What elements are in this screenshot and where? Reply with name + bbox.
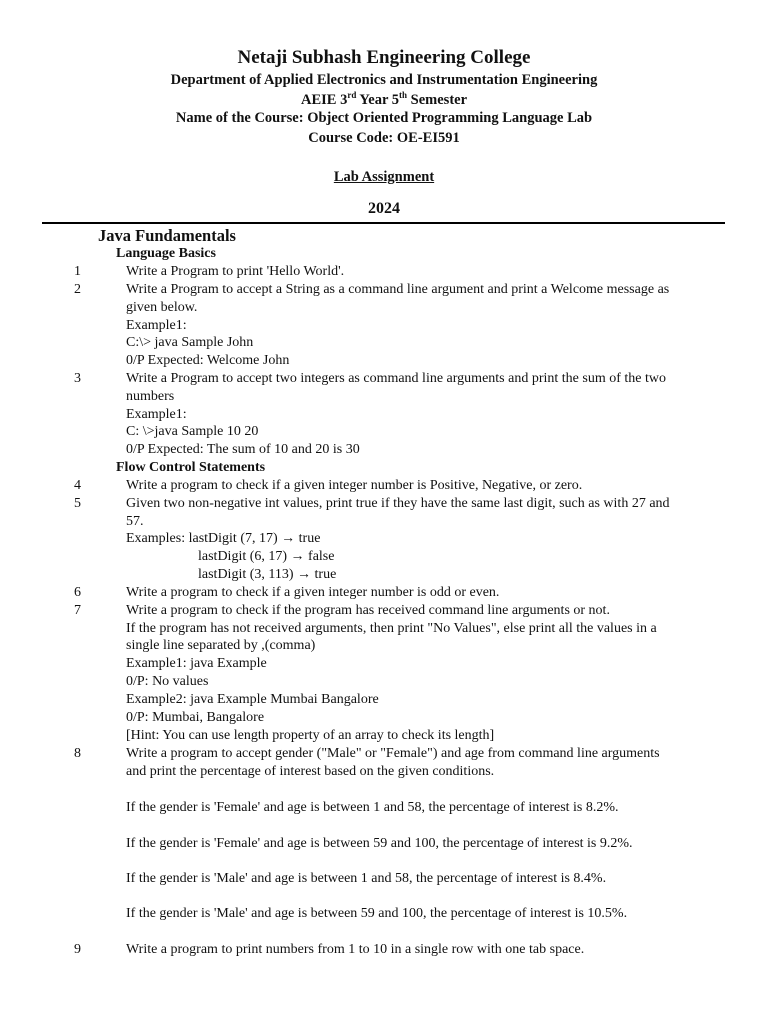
question-text: Example1: java Example xyxy=(126,656,267,671)
question-text: Example2: java Example Mumbai Bangalore xyxy=(126,692,379,707)
question-text: Write a program to print numbers from 1 to 10 in a single row with one tab space. xyxy=(126,942,585,957)
question-text: If the gender is 'Male' and age is between 1 and 58, the percentage of interest is 8.4%. xyxy=(126,871,607,886)
question-text: and print the percentage of interest based on the given conditions. xyxy=(126,764,495,779)
question-number: 1 xyxy=(74,264,81,279)
question-text: Write a Program to accept a String as a command line argument and print a Welcome message as xyxy=(126,282,670,297)
course-year-prefix: AEIE 3 xyxy=(300,92,348,108)
question-number: 6 xyxy=(74,585,81,600)
question-number: 5 xyxy=(74,496,81,511)
course-name: Name of the Course: Object Oriented Programming Language Lab xyxy=(175,110,593,126)
section-title: Java Fundamentals xyxy=(98,226,236,245)
year-heading: 2024 xyxy=(368,200,400,217)
question-text: Write a program to check if the program has received command line arguments or not. xyxy=(126,603,610,618)
question-text: C: \>java Sample 10 20 xyxy=(126,424,259,439)
question-number: 9 xyxy=(74,942,81,957)
question-number: 4 xyxy=(74,478,81,493)
question-text: If the gender is 'Female' and age is between 59 and 100, the percentage of interest is 9.2%. xyxy=(126,836,633,851)
question-text: C:\> java Sample John xyxy=(126,335,254,350)
question-number: 2 xyxy=(74,282,81,297)
question-text: [Hint: You can use length property of an array to check its length] xyxy=(126,728,495,743)
subsection-flow-control: Flow Control Statements xyxy=(116,460,266,475)
question-text: Given two non-negative int values, print true if they have the same last digit, such as with 27 and xyxy=(126,496,670,511)
subsection-language-basics: Language Basics xyxy=(116,246,216,261)
question-text: If the gender is 'Male' and age is between 59 and 100, the percentage of interest is 10.5%. xyxy=(126,906,628,921)
question-text: 0/P: No values xyxy=(126,674,209,689)
course-code: Course Code: OE-EI591 xyxy=(308,130,460,146)
question-text: If the program has not received arguments, then print "No Values", else print all the values in a xyxy=(126,621,657,636)
question-number: 7 xyxy=(74,603,81,618)
question-text: Write a program to check if a given integer number is Positive, Negative, or zero. xyxy=(126,478,583,493)
question-number: 3 xyxy=(74,371,81,386)
lab-assignment-heading: Lab Assignment xyxy=(333,169,435,185)
course-year xyxy=(0,92,768,109)
question-text: 0/P: Mumbai, Bangalore xyxy=(126,710,265,725)
question-number: 8 xyxy=(74,746,81,761)
course-year-sup-th: th xyxy=(399,90,408,101)
question-text: lastDigit (3, 113) → true xyxy=(198,567,337,582)
question-text: Examples: lastDigit (7, 17) → true xyxy=(126,531,321,546)
question-text: numbers xyxy=(126,389,175,404)
question-text: Write a Program to print 'Hello World'. xyxy=(126,264,345,279)
college-name: Netaji Subhash Engineering College xyxy=(237,47,531,68)
question-text: 57. xyxy=(126,514,144,529)
question-text: given below. xyxy=(126,300,198,315)
question-text: 0/P Expected: Welcome John xyxy=(126,353,290,368)
question-text: single line separated by ,(comma) xyxy=(126,638,316,653)
question-text: Example1: xyxy=(126,318,187,333)
question-text: Write a program to check if a given integer number is odd or even. xyxy=(126,585,500,600)
department-name: Department of Applied Electronics and Instrumentation Engineering xyxy=(170,72,598,88)
question-text: Example1: xyxy=(126,407,187,422)
course-year-suffix: Semester xyxy=(407,92,468,108)
question-text: Write a Program to accept two integers as command line arguments and print the sum of the two xyxy=(126,371,666,386)
question-text: lastDigit (6, 17) → false xyxy=(198,549,335,564)
horizontal-rule xyxy=(42,222,725,224)
question-text: 0/P Expected: The sum of 10 and 20 is 30 xyxy=(126,442,360,457)
question-text: If the gender is 'Female' and age is between 1 and 58, the percentage of interest is 8.2%. xyxy=(126,800,619,815)
question-text: Write a program to accept gender ("Male" or "Female") and age from command line arguments xyxy=(126,746,660,761)
course-year-sup-rd: rd xyxy=(347,90,357,101)
course-year-mid: Year 5 xyxy=(356,92,400,108)
